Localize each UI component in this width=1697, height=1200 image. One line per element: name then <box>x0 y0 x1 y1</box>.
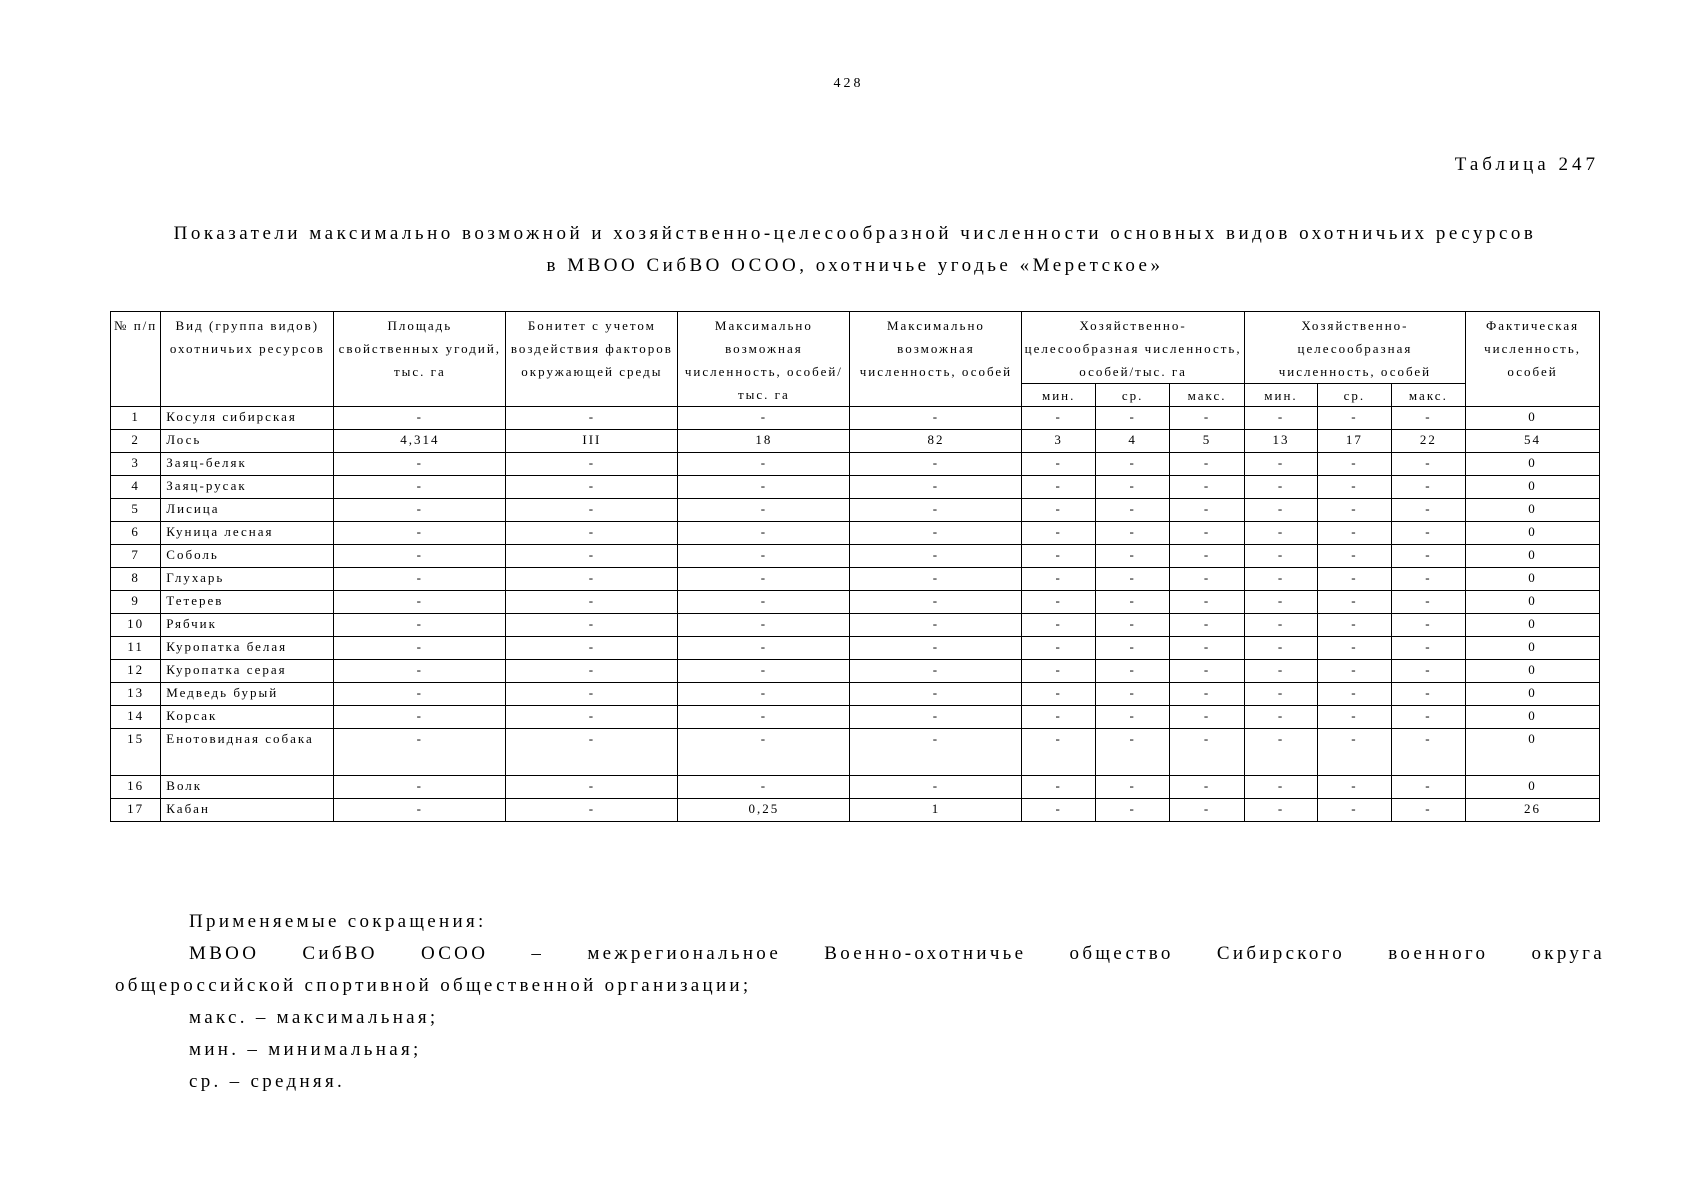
header-bonitet: Бонитет с учетом воздействия факторов окружающей среды <box>506 312 678 407</box>
cell-area: - <box>334 453 506 476</box>
cell-max-density: - <box>678 637 850 660</box>
cell-n: 14 <box>111 706 161 729</box>
cell-d-min: - <box>1022 776 1095 799</box>
cell-d-avg: - <box>1095 637 1169 660</box>
cell-c-min: - <box>1244 407 1317 430</box>
cell-d-min: - <box>1022 499 1095 522</box>
cell-d-avg: - <box>1095 706 1169 729</box>
cell-name: Рябчик <box>161 614 334 637</box>
cell-c-avg: - <box>1318 545 1391 568</box>
cell-area: - <box>334 522 506 545</box>
table-row <box>111 591 1600 614</box>
cell-name: Корсак <box>161 706 334 729</box>
cell-c-max: - <box>1391 706 1465 729</box>
header-max-count: Максимально возможная численность, особей <box>850 312 1022 407</box>
cell-actual: 0 <box>1466 476 1600 499</box>
cell-c-max: - <box>1391 407 1465 430</box>
cell-area: - <box>334 568 506 591</box>
cell-actual: 0 <box>1466 499 1600 522</box>
table-body <box>111 407 1600 822</box>
cell-max-count: - <box>850 499 1022 522</box>
cell-actual: 0 <box>1466 522 1600 545</box>
cell-d-max: - <box>1170 407 1244 430</box>
cell-c-min: - <box>1244 591 1317 614</box>
cell-c-max: - <box>1391 499 1465 522</box>
table-row <box>111 522 1600 545</box>
cell-d-max: - <box>1170 453 1244 476</box>
cell-c-max: - <box>1391 776 1465 799</box>
cell-n: 5 <box>111 499 161 522</box>
cell-name: Куница лесная <box>161 522 334 545</box>
cell-max-density: - <box>678 683 850 706</box>
cell-c-min: - <box>1244 453 1317 476</box>
cell-n: 11 <box>111 637 161 660</box>
cell-max-density: - <box>678 614 850 637</box>
cell-d-max: - <box>1170 591 1244 614</box>
cell-d-avg: - <box>1095 476 1169 499</box>
cell-actual: 0 <box>1466 637 1600 660</box>
cell-area: - <box>334 476 506 499</box>
cell-d-avg: - <box>1095 591 1169 614</box>
cell-bonitet: - <box>506 522 678 545</box>
cell-max-count: 82 <box>850 430 1022 453</box>
cell-name: Волк <box>161 776 334 799</box>
cell-area: - <box>334 729 506 776</box>
notes-avg: ср. – средняя. <box>189 1071 346 1092</box>
cell-area: 4,314 <box>334 430 506 453</box>
cell-d-avg: - <box>1095 568 1169 591</box>
table-row <box>111 499 1600 522</box>
subheader-density-min: мин. <box>1022 384 1095 407</box>
cell-actual: 0 <box>1466 776 1600 799</box>
cell-d-min: - <box>1022 591 1095 614</box>
cell-n: 8 <box>111 568 161 591</box>
cell-n: 17 <box>111 799 161 822</box>
cell-d-max: - <box>1170 568 1244 591</box>
header-num: № п/п <box>111 312 161 407</box>
cell-n: 2 <box>111 430 161 453</box>
cell-d-max: - <box>1170 683 1244 706</box>
cell-max-density: - <box>678 568 850 591</box>
cell-c-avg: - <box>1318 522 1391 545</box>
cell-c-avg: - <box>1318 637 1391 660</box>
cell-d-min: - <box>1022 407 1095 430</box>
cell-max-density: - <box>678 660 850 683</box>
table-row <box>111 568 1600 591</box>
cell-n: 9 <box>111 591 161 614</box>
cell-actual: 0 <box>1466 729 1600 776</box>
cell-n: 3 <box>111 453 161 476</box>
cell-d-min: - <box>1022 637 1095 660</box>
cell-d-min: - <box>1022 476 1095 499</box>
subheader-density-avg: ср. <box>1095 384 1169 407</box>
cell-c-max: - <box>1391 591 1465 614</box>
cell-name: Куропатка белая <box>161 637 334 660</box>
cell-c-avg: - <box>1318 776 1391 799</box>
cell-c-avg: - <box>1318 799 1391 822</box>
cell-d-max: 5 <box>1170 430 1244 453</box>
abbreviations-notes <box>115 906 1605 1098</box>
cell-max-density: - <box>678 407 850 430</box>
table-row <box>111 476 1600 499</box>
cell-d-min: - <box>1022 729 1095 776</box>
table-label: Таблица 247 <box>1454 154 1599 175</box>
cell-c-min: - <box>1244 545 1317 568</box>
cell-max-count: - <box>850 683 1022 706</box>
cell-c-avg: - <box>1318 729 1391 776</box>
table-row <box>111 637 1600 660</box>
cell-d-max: - <box>1170 614 1244 637</box>
cell-name: Енотовидная собака <box>161 729 334 776</box>
cell-c-max: - <box>1391 614 1465 637</box>
cell-n: 13 <box>111 683 161 706</box>
cell-area: - <box>334 637 506 660</box>
cell-max-count: - <box>850 729 1022 776</box>
cell-max-density: 0,25 <box>678 799 850 822</box>
subheader-count-min: мин. <box>1244 384 1317 407</box>
cell-d-min: 3 <box>1022 430 1095 453</box>
cell-c-avg: - <box>1318 453 1391 476</box>
header-row <box>111 312 1600 384</box>
title-line-1: Показатели максимально возможной и хозяйственно-целесообразной численности основных видов охотничьих ресурсов <box>173 223 1537 244</box>
page-number: 428 <box>833 76 864 91</box>
cell-max-density: - <box>678 776 850 799</box>
table-row <box>111 614 1600 637</box>
cell-bonitet: - <box>506 499 678 522</box>
table-row <box>111 683 1600 706</box>
cell-bonitet: - <box>506 683 678 706</box>
subheader-density-max: макс. <box>1170 384 1244 407</box>
table-row <box>111 706 1600 729</box>
cell-c-avg: - <box>1318 614 1391 637</box>
table-row <box>111 545 1600 568</box>
cell-max-count: 1 <box>850 799 1022 822</box>
cell-d-avg: - <box>1095 499 1169 522</box>
cell-name: Соболь <box>161 545 334 568</box>
cell-name: Косуля сибирская <box>161 407 334 430</box>
cell-area: - <box>334 591 506 614</box>
cell-max-count: - <box>850 660 1022 683</box>
subheader-count-avg: ср. <box>1318 384 1391 407</box>
cell-bonitet: - <box>506 799 678 822</box>
notes-max: макс. – максимальная; <box>189 1007 439 1028</box>
cell-bonitet: - <box>506 453 678 476</box>
cell-name: Заяц-русак <box>161 476 334 499</box>
cell-c-min: - <box>1244 476 1317 499</box>
cell-bonitet: - <box>506 476 678 499</box>
cell-c-min: - <box>1244 637 1317 660</box>
cell-bonitet: - <box>506 637 678 660</box>
cell-bonitet: - <box>506 660 678 683</box>
cell-n: 10 <box>111 614 161 637</box>
cell-max-density: - <box>678 706 850 729</box>
cell-n: 16 <box>111 776 161 799</box>
header-species: Вид (группа видов) охотничьих ресурсов <box>161 312 334 407</box>
table-row <box>111 729 1600 776</box>
cell-name: Тетерев <box>161 591 334 614</box>
subheader-count-max: макс. <box>1391 384 1465 407</box>
cell-name: Куропатка серая <box>161 660 334 683</box>
cell-d-max: - <box>1170 499 1244 522</box>
cell-d-max: - <box>1170 476 1244 499</box>
cell-max-density: - <box>678 476 850 499</box>
header-area: Площадь свойственных угодий, тыс. га <box>334 312 506 407</box>
cell-actual: 0 <box>1466 453 1600 476</box>
cell-area: - <box>334 683 506 706</box>
cell-c-max: - <box>1391 545 1465 568</box>
cell-actual: 0 <box>1466 614 1600 637</box>
cell-max-count: - <box>850 453 1022 476</box>
cell-bonitet: - <box>506 407 678 430</box>
cell-d-min: - <box>1022 706 1095 729</box>
cell-actual: 0 <box>1466 591 1600 614</box>
cell-c-max: - <box>1391 683 1465 706</box>
cell-d-max: - <box>1170 729 1244 776</box>
cell-max-density: - <box>678 545 850 568</box>
cell-d-min: - <box>1022 453 1095 476</box>
cell-d-avg: - <box>1095 776 1169 799</box>
cell-name: Кабан <box>161 799 334 822</box>
cell-d-avg: - <box>1095 729 1169 776</box>
cell-name: Медведь бурый <box>161 683 334 706</box>
cell-max-density: - <box>678 729 850 776</box>
cell-bonitet: - <box>506 568 678 591</box>
cell-c-max: 22 <box>1391 430 1465 453</box>
document-title <box>110 218 1600 282</box>
notes-min: мин. – минимальная; <box>189 1039 422 1060</box>
cell-actual: 0 <box>1466 706 1600 729</box>
cell-area: - <box>334 614 506 637</box>
cell-d-min: - <box>1022 799 1095 822</box>
cell-c-max: - <box>1391 453 1465 476</box>
cell-actual: 0 <box>1466 545 1600 568</box>
header-actual: Фактическая численность, особей <box>1466 312 1600 407</box>
cell-bonitet: - <box>506 729 678 776</box>
cell-max-density: - <box>678 522 850 545</box>
cell-d-avg: - <box>1095 453 1169 476</box>
header-max-density: Максимально возможная численность, особей/тыс. га <box>678 312 850 407</box>
title-line-2: в МВОО СибВО ОСОО, охотничье угодье «Меретское» <box>546 255 1164 276</box>
cell-d-max: - <box>1170 660 1244 683</box>
cell-c-max: - <box>1391 637 1465 660</box>
table-row <box>111 453 1600 476</box>
cell-c-avg: - <box>1318 499 1391 522</box>
cell-c-avg: 17 <box>1318 430 1391 453</box>
cell-actual: 54 <box>1466 430 1600 453</box>
cell-d-max: - <box>1170 522 1244 545</box>
cell-c-min: - <box>1244 614 1317 637</box>
cell-area: - <box>334 660 506 683</box>
cell-d-min: - <box>1022 545 1095 568</box>
cell-c-min: - <box>1244 706 1317 729</box>
cell-d-avg: - <box>1095 407 1169 430</box>
cell-c-min: - <box>1244 522 1317 545</box>
cell-d-avg: 4 <box>1095 430 1169 453</box>
cell-c-max: - <box>1391 660 1465 683</box>
cell-area: - <box>334 499 506 522</box>
header-econ-density: Хозяйственно-целесообразная численность, особей/тыс. га <box>1022 312 1244 384</box>
cell-bonitet: - <box>506 706 678 729</box>
cell-max-count: - <box>850 568 1022 591</box>
cell-c-avg: - <box>1318 660 1391 683</box>
cell-d-max: - <box>1170 706 1244 729</box>
cell-c-min: 13 <box>1244 430 1317 453</box>
cell-d-max: - <box>1170 776 1244 799</box>
cell-area: - <box>334 776 506 799</box>
cell-c-avg: - <box>1318 683 1391 706</box>
cell-d-avg: - <box>1095 545 1169 568</box>
cell-area: - <box>334 545 506 568</box>
cell-c-avg: - <box>1318 706 1391 729</box>
cell-name: Лисица <box>161 499 334 522</box>
cell-area: - <box>334 799 506 822</box>
cell-bonitet: - <box>506 776 678 799</box>
cell-c-min: - <box>1244 660 1317 683</box>
cell-c-max: - <box>1391 522 1465 545</box>
cell-d-avg: - <box>1095 522 1169 545</box>
cell-c-max: - <box>1391 568 1465 591</box>
cell-area: - <box>334 706 506 729</box>
cell-d-max: - <box>1170 637 1244 660</box>
cell-d-min: - <box>1022 683 1095 706</box>
table-row <box>111 430 1600 453</box>
cell-max-count: - <box>850 776 1022 799</box>
cell-c-max: - <box>1391 476 1465 499</box>
cell-max-density: - <box>678 591 850 614</box>
table-row <box>111 407 1600 430</box>
cell-d-avg: - <box>1095 799 1169 822</box>
cell-d-min: - <box>1022 522 1095 545</box>
cell-max-density: - <box>678 499 850 522</box>
cell-n: 6 <box>111 522 161 545</box>
cell-max-count: - <box>850 476 1022 499</box>
cell-d-avg: - <box>1095 614 1169 637</box>
cell-actual: 0 <box>1466 568 1600 591</box>
cell-c-min: - <box>1244 683 1317 706</box>
cell-max-count: - <box>850 706 1022 729</box>
notes-heading: Применяемые сокращения: <box>189 911 487 932</box>
cell-d-avg: - <box>1095 683 1169 706</box>
cell-c-min: - <box>1244 729 1317 776</box>
cell-c-min: - <box>1244 568 1317 591</box>
cell-d-min: - <box>1022 568 1095 591</box>
hunting-resources-table <box>110 311 1600 822</box>
cell-max-count: - <box>850 522 1022 545</box>
cell-name: Глухарь <box>161 568 334 591</box>
cell-actual: 26 <box>1466 799 1600 822</box>
cell-bonitet: - <box>506 614 678 637</box>
cell-c-min: - <box>1244 776 1317 799</box>
cell-max-count: - <box>850 591 1022 614</box>
cell-area: - <box>334 407 506 430</box>
cell-actual: 0 <box>1466 407 1600 430</box>
cell-max-count: - <box>850 545 1022 568</box>
cell-name: Заяц-беляк <box>161 453 334 476</box>
cell-d-min: - <box>1022 614 1095 637</box>
cell-n: 15 <box>111 729 161 776</box>
header-econ-count: Хозяйственно-целесообразная численность, особей <box>1244 312 1465 384</box>
cell-bonitet: - <box>506 545 678 568</box>
cell-n: 7 <box>111 545 161 568</box>
cell-c-avg: - <box>1318 476 1391 499</box>
cell-bonitet: - <box>506 591 678 614</box>
cell-actual: 0 <box>1466 660 1600 683</box>
cell-n: 1 <box>111 407 161 430</box>
cell-c-avg: - <box>1318 591 1391 614</box>
table-row <box>111 660 1600 683</box>
cell-c-avg: - <box>1318 568 1391 591</box>
cell-c-max: - <box>1391 799 1465 822</box>
cell-bonitet: III <box>506 430 678 453</box>
cell-max-count: - <box>850 614 1022 637</box>
cell-actual: 0 <box>1466 683 1600 706</box>
notes-abbr-line-2: общероссийской спортивной общественной организации; <box>115 975 752 996</box>
cell-d-max: - <box>1170 799 1244 822</box>
table-row <box>111 799 1600 822</box>
cell-max-count: - <box>850 407 1022 430</box>
cell-c-max: - <box>1391 729 1465 776</box>
cell-n: 12 <box>111 660 161 683</box>
cell-max-count: - <box>850 637 1022 660</box>
cell-c-avg: - <box>1318 407 1391 430</box>
cell-d-avg: - <box>1095 660 1169 683</box>
notes-abbr-line-1: МВОО СибВО ОСОО – межрегиональное Военно-охотничье общество Сибирского военного округа <box>189 943 1605 964</box>
cell-name: Лось <box>161 430 334 453</box>
table-row <box>111 776 1600 799</box>
cell-c-min: - <box>1244 499 1317 522</box>
cell-d-max: - <box>1170 545 1244 568</box>
cell-max-density: - <box>678 453 850 476</box>
cell-max-density: 18 <box>678 430 850 453</box>
cell-n: 4 <box>111 476 161 499</box>
cell-c-min: - <box>1244 799 1317 822</box>
cell-d-min: - <box>1022 660 1095 683</box>
